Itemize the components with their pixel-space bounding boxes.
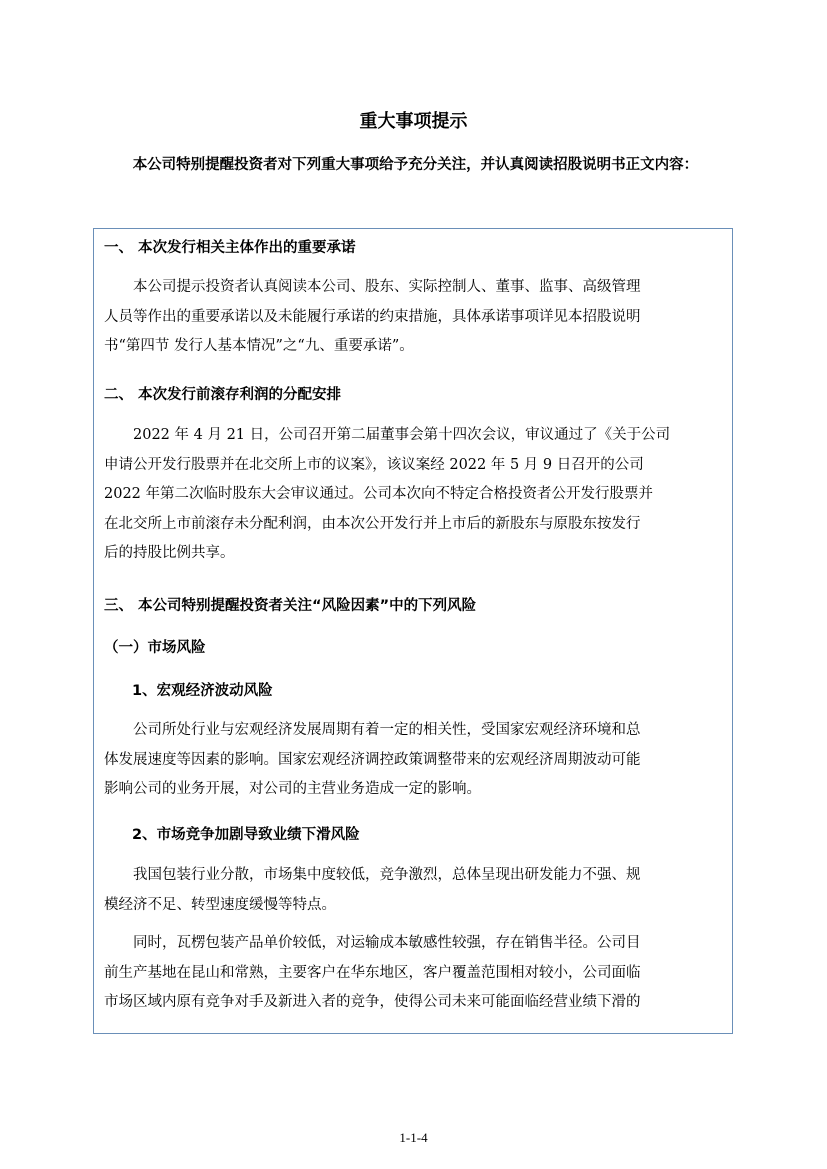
- section-2-paragraph: [104, 421, 724, 569]
- risk-heading-1: 1、宏观经济波动风险: [132, 683, 273, 699]
- text-line: 后的持股比例共享。: [104, 545, 235, 561]
- text-line: 申请公开发行股票并在北交所上市的议案》，该议案经 2022 年 5 月 9 日召开的公司: [104, 456, 644, 473]
- section-heading-2: 二、 本次发行前滚存利润的分配安排: [104, 387, 342, 403]
- section-heading-3: 三、 本公司特别提醒投资者关注“风险因素”中的下列风险: [104, 598, 477, 614]
- text-line: 书“第四节 发行人基本情况”之“九、重要承诺”。: [104, 338, 414, 354]
- text-line: 我国包装行业分散，市场集中度较低，竞争激烈，总体呈现出研发能力不强、规: [133, 867, 641, 883]
- page-number: 1-1-4: [399, 1130, 428, 1145]
- text-line: 体发展速度等因素的影响。国家宏观经济调控政策调整带来的宏观经济周期波动可能: [104, 751, 641, 768]
- risk-1-paragraph: [104, 716, 724, 805]
- section-heading-1: 一、 本次发行相关主体作出的重要承诺: [104, 240, 356, 256]
- text-line: 2022 年第二次临时股东大会审议通过。公司本次向不特定合格投资者公开发行股票并: [104, 486, 654, 502]
- text-line: 本公司提示投资者认真阅读本公司、股东、实际控制人、董事、监事、高级管理: [133, 279, 641, 295]
- text-line: 模经济不足、转型速度缓慢等特点。: [104, 896, 336, 913]
- intro-paragraph: 本公司特别提醒投资者对下列重大事项给予充分关注，并认真阅读招股说明书正文内容：: [132, 157, 699, 173]
- risk-2-paragraph-1: [104, 861, 724, 920]
- text-line: 人员等作出的重要承诺以及未能履行承诺的约束措施，具体承诺事项详见本招股说明: [104, 308, 641, 325]
- page-title: 重大事项提示: [359, 111, 468, 132]
- text-line: 在北交所上市前滚存未分配利润，由本次公开发行并上市后的新股东与原股东按发行: [104, 515, 641, 532]
- text-line: 前生产基地在昆山和常熟，主要客户在华东地区，客户覆盖范围相对较小，公司面临: [104, 964, 641, 981]
- subsection-heading-market-risk: （一）市场风险: [104, 640, 206, 656]
- important-matters-box: [93, 228, 733, 1034]
- text-line: 同时，瓦楞包装产品单价较低，对运输成本敏感性较强，存在销售半径。公司目: [133, 935, 641, 951]
- risk-2-paragraph-2: [104, 929, 724, 1018]
- risk-heading-2: 2、市场竞争加剧导致业绩下滑风险: [132, 827, 360, 843]
- text-line: 2022 年 4 月 21 日，公司召开第二届董事会第十四次会议，审议通过了《关于公司: [133, 427, 671, 443]
- text-line: 市场区域内原有竞争对手及新进入者的竞争，使得公司未来可能面临经营业绩下滑的: [104, 994, 641, 1010]
- text-line: 影响公司的业务开展，对公司的主营业务造成一定的影响。: [104, 781, 481, 797]
- section-1-paragraph: [104, 273, 724, 362]
- text-line: 公司所处行业与宏观经济发展周期有着一定的相关性，受国家宏观经济环境和总: [133, 722, 641, 738]
